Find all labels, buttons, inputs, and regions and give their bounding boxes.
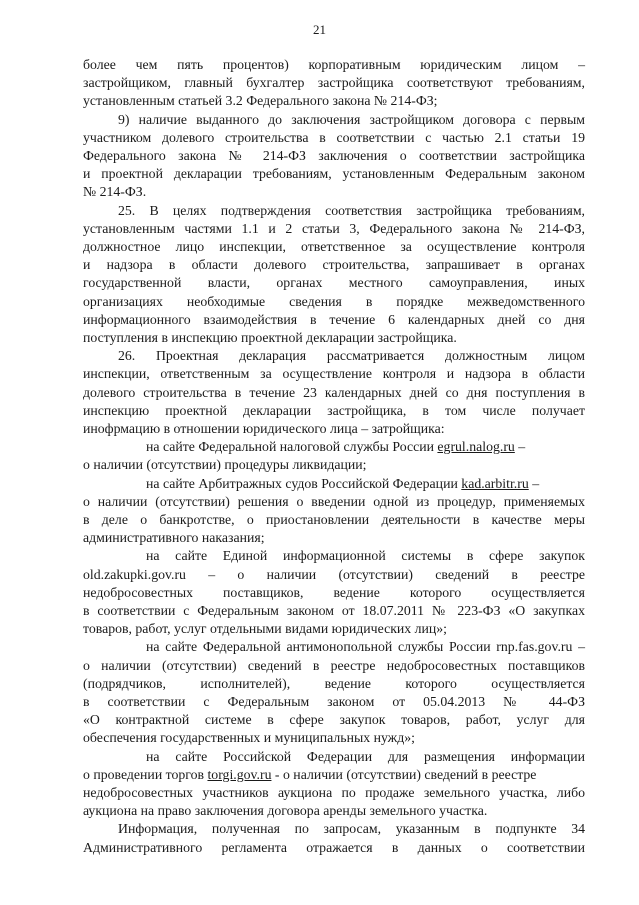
text-line: недобросовестных поставщиков, ведение которого осуществляется [83,584,585,600]
text-line: о наличии (отсутствии) процедуры ликвидации; [83,457,367,473]
text-line: государственной власти, органах местного самоуправления, иных [83,275,585,291]
text-line: в деле о банкротстве, о приостановлении деятельности в качестве меры [83,512,585,527]
text-line: установленным статьей 3.2 Федерального закона № 214-ФЗ; [83,93,438,109]
text-line: 9) наличие выданного до заключения застройщиком договора с первым [118,111,585,127]
kad-link[interactable]: kad.arbitr.ru [461,475,529,491]
text-line: на сайте Федеральной антимонопольной службы России rnp.fas.gov.ru – [146,639,585,655]
text-line: участником долевого строительства в соответствии с частью 2.1 статьи 19 [83,129,585,145]
text-segment: на сайте Федеральной налоговой службы России [146,439,434,455]
text-line: должностное лицо инспекции, ответственное за осуществление контроля [83,239,585,254]
text-line: о наличии (отсутствии) сведений в реестре недобросовестных поставщиков [83,657,585,673]
text-line: организациях необходимые сведения в порядке межведомственного [83,293,585,309]
text-segment: на сайте Арбитражных судов Российской Федерации [146,475,458,491]
text-line: недобросовестных участников аукциона по продаже земельного участка, либо [83,785,585,800]
text-segment: о проведении торгов [83,766,208,782]
text-line: old.zakupki.gov.ru – о наличии (отсутствии) сведений в реестре [83,566,585,582]
torgi-link[interactable]: torgi.gov.ru [207,766,272,782]
text-line: Административного регламента отражается в данных о соответствии [83,839,585,855]
text-line: товаров, работ, услуг отдельными видами юридических лиц»; [83,621,448,637]
text-line: административного наказания; [83,530,265,546]
text-line: на сайте Единой информационной системы в сфере закупок [146,548,585,564]
text-line: Информация, полученная по запросам, указанным в подпункте 34 [118,821,585,837]
text-line: инофрмацию в отношении юридического лица – затройщика: [83,421,445,436]
page-number: 21 [313,22,326,37]
text-line: и проектной декларации требованиям, установленным Федеральным законом [83,166,585,182]
text-line: поступления в инспекцию проектной декларации застройщика. [83,330,457,345]
text-line: в соответствии с Федеральным законом от 18.07.2011 № 223-ФЗ «О закупках [83,603,585,618]
text-line: (подрядчиков, исполнителей), ведение которого осуществляется [83,675,585,691]
text-line: в соответствии с Федеральным законом от 05.04.2013 № 44-ФЗ [83,694,585,709]
text-line: обеспечения государственных и муниципальных нужд»; [83,730,415,746]
text-line: аукциона на право заключения договора аренды земельного участка. [83,803,488,819]
text-line: установленным частями 1.1 и 2 статьи 3, Федерального закона № 214-ФЗ, [83,220,585,236]
text-segment: – [532,475,540,491]
text-line: застройщиком, главный бухгалтер застройщика соответствуют требованиям, [83,75,585,91]
text-line: более чем пять процентов) корпоративным юридическим лицом – [83,57,585,72]
text-line: информационного взаимодействия в течение 6 календарных дней со дня [83,311,585,327]
text-segment: – [518,439,526,455]
text-segment: - о наличии (отсутствии) сведений в реестре [271,766,537,782]
text-line: инспекцию проектной декларации застройщика, в том числе получает [83,402,585,418]
text-line: и надзора в области долевого строительства, запрашивает в органах [83,257,585,273]
text-line: на сайте Российской Федерации для размещения информации [146,748,585,764]
egrul-link[interactable]: egrul.nalog.ru [437,439,515,455]
text-line: 25. В целях подтверждения соответствия застройщика требованиям, [118,202,585,218]
text-line [146,440,585,459]
text-line: 26. Проектная декларация рассматривается должностным лицом [118,348,585,364]
text-line: долевого строительства в течение 23 календарных дней со дня поступления в [83,384,585,400]
text-line: «О контрактной системе в сфере закупок товаров, работ, услуг для [83,712,585,728]
text-line [146,477,585,496]
text-line: Федерального закона № 214-ФЗ заключения о соответствии застройщика [83,148,585,163]
text-line: инспекции, ответственным за осуществление контроля и надзора в области [83,366,585,382]
text-line [83,768,585,787]
text-line: о наличии (отсутствии) решения о введении одной из процедур, применяемых [83,493,585,509]
text-line: № 214-ФЗ. [83,184,147,200]
